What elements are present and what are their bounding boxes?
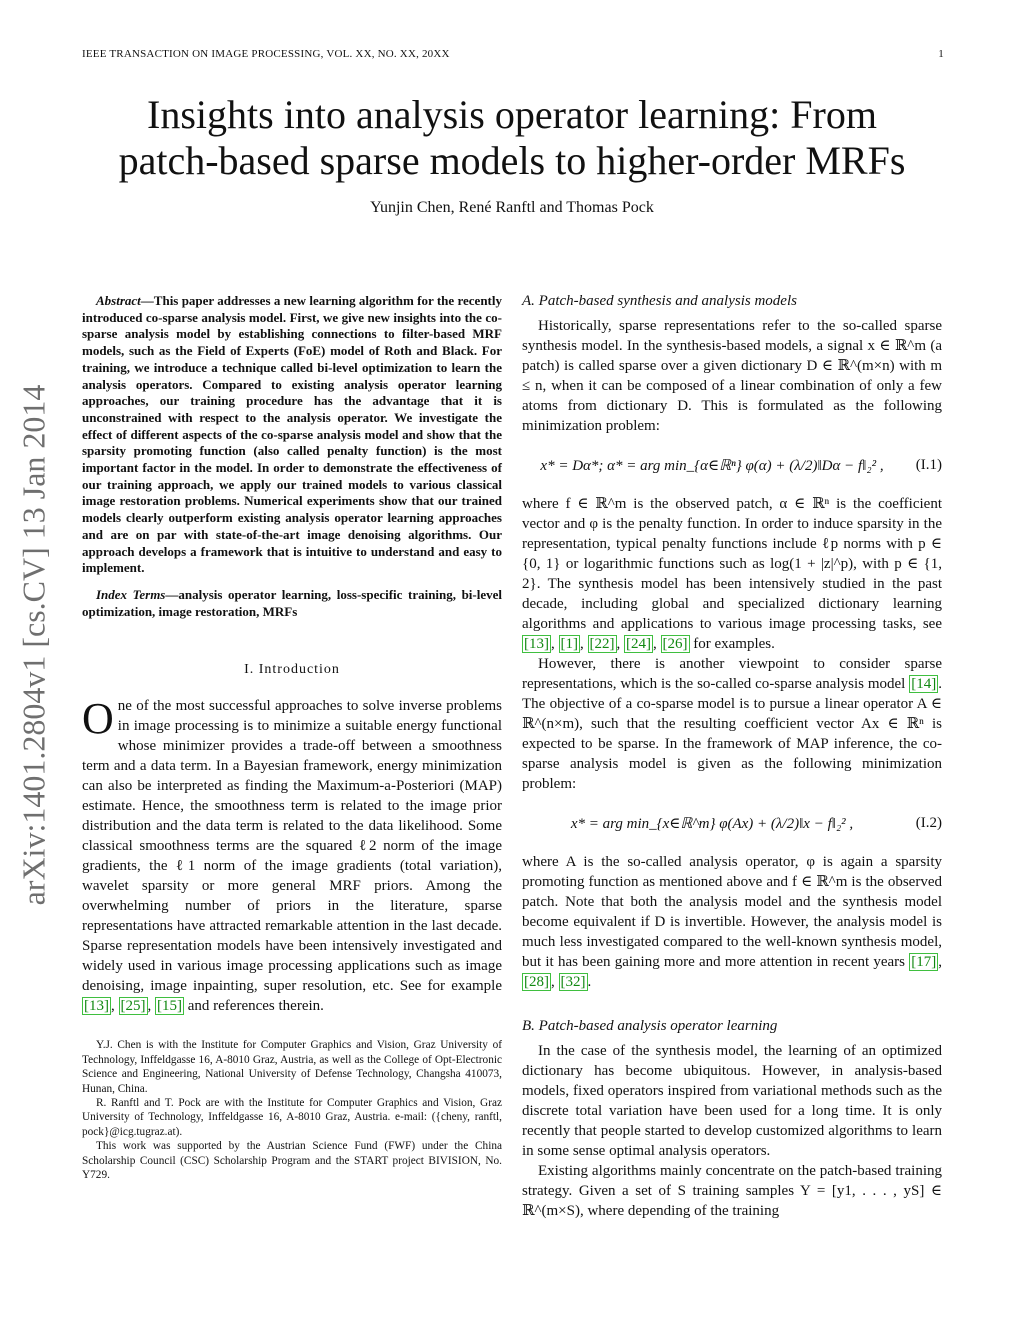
- index-terms-text: —analysis operator learning, loss-specific training, bi-level optimization, image restoration, MRFs: [82, 586, 503, 619]
- arxiv-stamp: arXiv:1401.2804v1 [cs.CV] 13 Jan 2014: [15, 384, 52, 905]
- footnote-affiliation-chen: Y.J. Chen is with the Institute for Computer Graphics and Vision, Graz University of Technology, Inffeldgasse 16, A-8010 Graz, Austria, as well as the College of Opt-Electronic Science and Engineering, National University of Defense Technology, Changsha 410073, Hunan, China.: [82, 1039, 502, 1095]
- journal-header: IEEE TRANSACTION ON IMAGE PROCESSING, VOL. XX, NO. XX, 20XX: [82, 48, 450, 60]
- page-number: 1: [938, 48, 944, 60]
- equation-i2-body: x* = arg min_{x∈ℝ^m} φ(Ax) + (λ/2)‖x − f‖₂² ,: [570, 815, 854, 832]
- citation-link[interactable]: [17]: [911, 954, 937, 970]
- citation-link[interactable]: [22]: [589, 636, 615, 652]
- citation-link[interactable]: [1]: [560, 636, 578, 652]
- citation-link[interactable]: [13]: [84, 998, 109, 1015]
- title-line-2: patch-based sparse models to higher-order MRFs: [118, 138, 906, 183]
- citation-link[interactable]: [15]: [157, 998, 182, 1015]
- abstract-text: —This paper addresses a new learning algorithm for the recently introduced co-sparse analysis model. First, we give new insights into the co-sparse analysis model by establishing connections to filter-based MRF models, such as the Field of Experts (FoE) model of Roth and Black. For training, we introduce a technique called bi-level optimization to learn the analysis operators. Compared to existing analysis operator learning approaches, our training procedure has the advantage that it is unconstrained with respect to the analysis operator. We investigate the effect of different aspects of the co-sparse analysis model and show that the sparsity promoting function (also called penalty function) is the most important factor in the model. In order to demonstrate the effectiveness of our training approach, we apply our trained models to various classical image restoration problems. Numerical experiments show that our trained models clearly outperform existing analysis operator learning approaches and are on par with state-of-the-art image denoising algorithms. Our approach develops a framework that is intuitive to understand and easy to implement.: [82, 293, 502, 576]
- section-a-paragraph-4-text: where A is the so-called analysis operator, φ is again a sparsity promoting function as mentioned above and f ∈ ℝ^m is the observed patch. Note that both the analysis model and the synthesis model become equivalent if D is invertible. However, the analysis model is much less investigated compared to the well-known synthesis model, but it has been gaining more and more attention in recent years: [522, 854, 942, 970]
- left-column: [82, 293, 502, 1182]
- footnote-funding: This work was supported by the Austrian Science Fund (FWF) under the China Scholarship Council (CSC) Scholarship Program and the START project BIVISION, No. Y729.: [82, 1140, 502, 1182]
- equation-i1: [522, 440, 942, 490]
- section-a-paragraph-1: Historically, sparse representations refer to the so-called sparse synthesis model. In the synthesis-based models, a signal x ∈ ℝ^m (a patch) is called sparse over a given dictionary D ∈ ℝ^(m×n) with m ≤ n, when it can be composed of a linear combination of only a few atoms from dictionary D. This is formulated as the following minimization problem:: [522, 318, 942, 434]
- section-a-paragraph-2-text: where f ∈ ℝ^m is the observed patch, α ∈ ℝⁿ is the coefficient vector and φ is the penalty function. In order to induce sparsity in the representation, typical penalty functions include ℓp norms with p ∈ {0, 1} or logarithmic functions such as log(1 + |z|^p), with p ∈ {1, 2}. The synthesis model has been intensively studied in the past decade, including global and specialized dictionary learning algorithms and applications to various image processing tasks, see: [522, 496, 942, 632]
- footnotes: [82, 1038, 502, 1182]
- equation-i2-number: (I.2): [915, 814, 942, 831]
- citation-link[interactable]: [24]: [626, 636, 651, 652]
- section-b-paragraph-2: Existing algorithms mainly concentrate on the patch-based training strategy. Given a set of S training samples Y = [y1, . . . , yS] ∈ ℝ^(m×S), where depending of the training: [522, 1163, 942, 1219]
- dropcap-letter: O: [82, 694, 114, 744]
- section-a-paragraph-3: [522, 654, 942, 794]
- section-a-paragraph-3-text-b: . The objective of a co-sparse model is to pursue a linear operator A ∈ ℝ^(n×m), such that the resulting coefficient vector Ax ∈ ℝⁿ is expected to be sparse. In the framework of MAP inference, the co-sparse analysis model is given as the following minimization problem:: [522, 676, 942, 792]
- section-a-paragraph-2-tail: for examples.: [693, 636, 775, 652]
- index-terms: [82, 587, 502, 620]
- section-a-paragraph-2: where f ∈ ℝ^m is the observed patch, α ∈ ℝⁿ is the coefficient vector and φ is the penalty function. In order to induce sparsity in the representation, typical penalty functions include ℓp norms with p ∈ {0, 1} or logarithmic functions such as log(1 + |z|^p), with p ∈ {1, 2}. The synthesis model has been intensively studied in the past decade, including global and specialized dictionary learning algorithms and applications to various image processing tasks, see [13] , [1] , [22] , [24] , [26] for examples.: [522, 496, 942, 652]
- citation-link[interactable]: [14]: [911, 676, 937, 692]
- footnote-affiliation-ranftl-pock: R. Ranftl and T. Pock are with the Institute for Computer Graphics and Vision, Graz University of Technology, Inffeldgasse 16, A-8010 Graz, Austria. e-mail: ({cheny, ranftl, pock}@icg.tugraz.at).: [82, 1096, 502, 1138]
- section-a-paragraph-3-text-a: However, there is another viewpoint to consider sparse representations, which is the so-called co-sparse analysis model: [522, 656, 942, 692]
- intro-paragraph: One of the most successful approaches to solve inverse problems in image processing is to minimize a suitable energy functional whose minimizer provides a trade-off between a smoothness term and a data term. In a Bayesian framework, energy minimization can also be interpreted as finding the Maximum-a-Posteriori (MAP) estimate. Hence, the smoothness term is related to the image prior distribution and the data term is related to the data likelihood. Some classical smoothness terms are the squared ℓ2 norm of the image gradients, the ℓ1 norm of the image gradients (total variation), wavelet sparsity or more general MRF priors. Among the overwhelming number of priors in the literature, sparse representations have attracted remarkable attention in the last decade. Sparse representation models have been intensively investigated and widely used in various image processing applications such as image denoising, image inpainting, super resolution, etc. See for example [13] , [25] , [15] and references therein.: [82, 694, 502, 1015]
- citation-link[interactable]: [32]: [560, 974, 586, 990]
- section-a-heading: A. Patch-based synthesis and analysis models: [522, 293, 797, 309]
- author-list: Yunjin Chen, René Ranftl and Thomas Pock: [370, 199, 654, 216]
- citation-link[interactable]: [25]: [120, 998, 146, 1015]
- abstract: [82, 293, 502, 577]
- intro-tail: and references therein.: [187, 998, 324, 1015]
- paper-title: [0, 92, 1024, 184]
- intro-text: ne of the most successful approaches to solve inverse problems in image processing is to minimize a suitable energy functional whose minimizer provides a trade-off between a smoothness term and a data term. In a Bayesian framework, energy minimization can also be interpreted as finding the Maximum-a-Posteriori (MAP) estimate. Hence, the smoothness term is related to the image prior distribution and the data term is related to the data likelihood. Some classical smoothness terms are the squared ℓ2 norm of the image gradients, the ℓ1 norm of the image gradients (total variation), wavelet sparsity or more general MRF priors. Among the overwhelming number of priors in the literature, sparse representations have attracted remarkable attention in the last decade. Sparse representation models have been intensively investigated and widely used in various image processing applications such as image denoising, image inpainting, super resolution, etc. See for example: [82, 698, 502, 995]
- introduction-heading: I. Introduction: [244, 662, 340, 678]
- section-b-paragraph-1: In the case of the synthesis model, the learning of an optimized dictionary has become ubiquitous. However, in analysis-based models, fixed operators inspired from variational methods such as the discrete total variation have been used for a long time. It is only recently that people started to develop customized algorithms to learn in some sense optimal analysis operators.: [522, 1043, 942, 1159]
- right-column: [522, 293, 942, 1221]
- citation-link[interactable]: [26]: [662, 636, 688, 652]
- section-a-paragraph-4: where A is the so-called analysis operator, φ is again a sparsity promoting function as mentioned above and f ∈ ℝ^m is the observed patch. Note that both the analysis model and the synthesis model become equivalent if D is invertible. However, the analysis model is much less investigated compared to the well-known synthesis model, but it has been gaining more and more attention in recent years [17] , [28] , [32] .: [522, 854, 943, 990]
- index-terms-label: Index Terms: [96, 586, 166, 602]
- equation-i1-body: x* = Dα*; α* = arg min_{α∈ℝⁿ} φ(α) + (λ/2)‖Dα − f‖₂² ,: [540, 457, 884, 474]
- arxiv-stamp-container: [14, 362, 54, 927]
- equation-i2: [522, 798, 942, 848]
- abstract-label: Abstract: [96, 293, 141, 308]
- section-b-heading: B. Patch-based analysis operator learning: [522, 1018, 778, 1034]
- equation-i1-number: (I.1): [915, 456, 942, 473]
- citation-link[interactable]: [13]: [524, 636, 549, 652]
- title-line-1: Insights into analysis operator learning: From: [147, 92, 877, 137]
- citation-link[interactable]: [28]: [524, 974, 549, 990]
